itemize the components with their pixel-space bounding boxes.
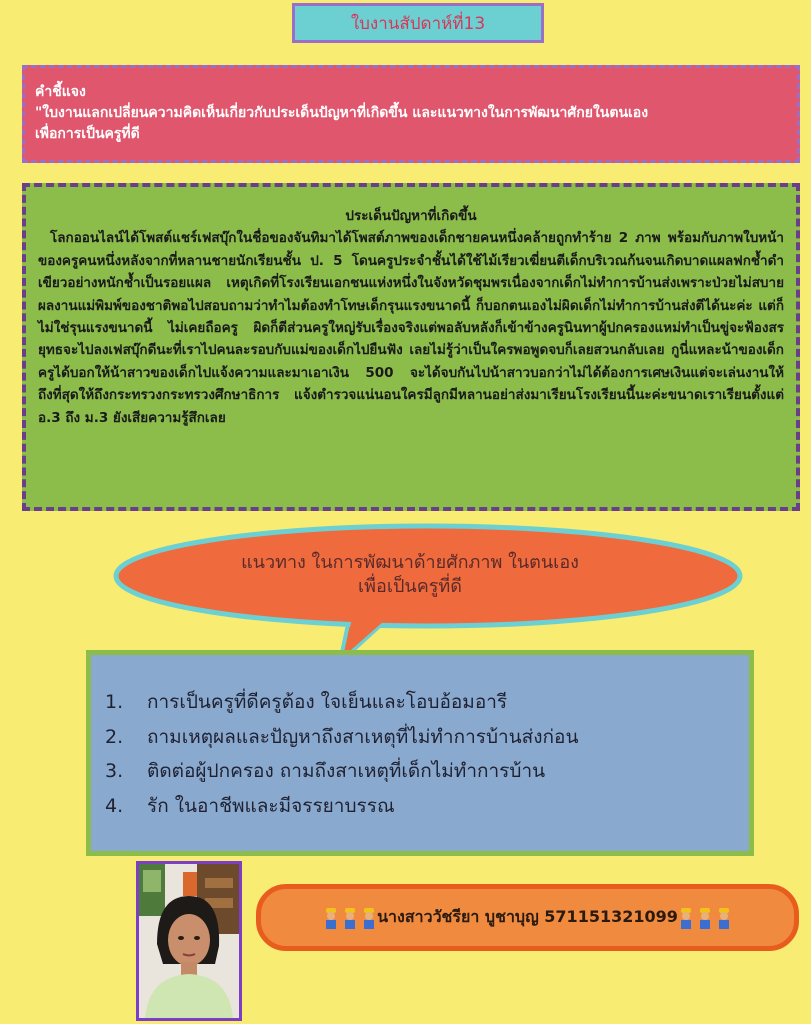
list-item xyxy=(105,754,749,789)
list-item-text: ติดต่อผู้ปกครอง ถามถึงสาเหตุที่เด็กไม่ทำการบ้าน xyxy=(147,760,546,782)
construction-worker-icon xyxy=(323,907,377,929)
issue-heading: ประเด็นปัญหาที่เกิดขึ้น xyxy=(345,208,477,224)
author-name-id: นางสาววัชรียา บูชาบุญ 571151321099 xyxy=(377,907,678,926)
construction-worker-icon xyxy=(678,907,732,929)
instructions-label: คำชี้แจง xyxy=(35,84,86,100)
list-item-number: 2. xyxy=(105,725,124,748)
author-name-box xyxy=(256,884,799,951)
list-item xyxy=(105,789,749,824)
list-item xyxy=(105,720,749,755)
list-item-text: รัก ในอาชีพและมีจรรยาบรรณ xyxy=(147,794,395,817)
issue-body: โลกออนไลน์ได้โพสต์แชร์เฟสบุ๊กในชื่อของจันทิมาได้โพสต์ภาพของเด็กชายคนหนึ่งคล้ายถูกทำร้าย 2 ภาพ พร้อมกับภาพใบหน้าของครูคนหนึ่งหลังจากที่หลานชายนักเรียนชั้น ป. 5 โดนครูประจำชั้นได้ใช้ไม้เรียวเฆี่ยนตีเด็กบริเวณก้นจนเกิดบาดแผลฟกช้ำดำเขียวอย่างหนักช้ำเป็นรอยแผล เหตุเกิดที่โรงเรียนเอกชนแห่งหนึ่งในจังหวัดชุมพรเนื่องจากเด็กไม่ทำการบ้านส่งเพราะป่วยไม่สบาย ผลงานแม่พิมพ์ของชาติพอไปสอบถามว่าทำไมต้องทำโทษเด็กรุนแรงขนาดนี้ ก็บอกตนเองไม่ผิดเด็กไม่ทำการบ้านส่งตีได้นะค่ะ แต่ก็ไม่ใช่รุนแรงขนาดนี้ ไม่เคยถือครู ผิดก็ตีส่วนครูใหญ่รับเรื่องจริงแต่พอลับหลังก็เข้าข้างครูนินทาผู้ปกครองแหม่ทำเป็นขู่จะฟ้องสรยุทธจะไปลงเฟสบุ๊กดีนะที่เราไปคนละรอบกับแม่ของเด็กไปยืนฟัง เลยไม่รู้ว่าเป็นใครพอพูดจบก็เลยสวนกลับเลย กูนี่แหละน้าของเด็กครูได้บอกให้น้าสาวของเด็กไปแจ้งความและมาเอาเงิน 500 จะได้จบกันไปน้าสาวบอกว่าไม่ได้ต้องการเศษเงินแต่จะเล่นงานให้ถึงที่สุดให้ถึงกระทรวงกระทรวงศึกษาธิการ แจ้งตำรวจแน่นอนใครมีลูกมีหลานอย่าส่งมาเรียนโรงเรียนนี้นะค่ะขนาดเราเรียนตั้งแต่ อ.3 ถึง ม.3 ยังเสียความรู้สึกเลย xyxy=(38,230,784,426)
instructions-line-2: เพื่อการเป็นครูที่ดี xyxy=(35,126,140,142)
worksheet-title: ใบงานสัปดาห์ที่13 xyxy=(350,13,486,34)
guidelines-box xyxy=(86,650,754,856)
speech-bubble-text xyxy=(195,551,625,599)
list-item-number: 1. xyxy=(105,691,124,713)
author-photo xyxy=(136,861,242,1021)
list-item xyxy=(105,685,749,720)
list-item-number: 4. xyxy=(105,794,124,817)
portrait-image xyxy=(139,864,239,1018)
speech-bubble-line-1: แนวทาง ในการพัฒนาด้ายศักภาพ ในตนเอง xyxy=(241,552,579,573)
speech-bubble-line-2: เพื่อเป็นครูที่ดี xyxy=(358,576,462,597)
list-item-text: การเป็นครูที่ดีครูต้อง ใจเย็นและโอบอ้อมอารี xyxy=(147,691,508,713)
list-item-number: 3. xyxy=(105,760,124,782)
instructions-line-1: "ใบงานแลกเปลี่ยนความคิดเห็นเกี่ยวกับประเด็นปัญหาที่เกิดขึ้น และแนวทางในการพัฒนาศักยในตนเอง xyxy=(35,105,649,121)
list-item-text: ถามเหตุผลและปัญหาถึงสาเหตุที่ไม่ทำการบ้านส่งก่อน xyxy=(147,725,579,748)
guidelines-list xyxy=(105,685,749,823)
